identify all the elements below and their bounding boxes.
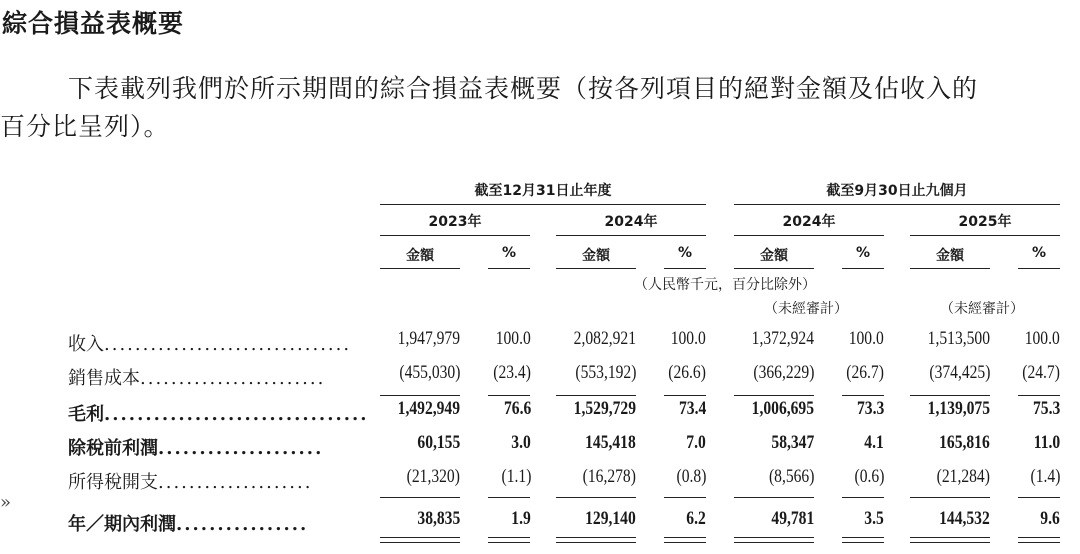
header-amount: 金額 [936, 248, 964, 264]
cell-percent: 3.0 [511, 432, 531, 453]
cell-percent: 1.9 [511, 508, 531, 529]
intro-paragraph [0, 70, 1080, 146]
row-label-text: 除稅前利潤 [68, 438, 158, 459]
rule-sub [910, 268, 990, 269]
unaudited-note-2024: （未經審計） [764, 301, 848, 317]
rule-9m-period [734, 204, 1060, 205]
cell-amount: 144,532 [939, 508, 990, 529]
cell-percent: (1.4) [1030, 466, 1060, 487]
cell-percent: (0.6) [854, 466, 884, 487]
cell-percent: 73.3 [856, 398, 884, 419]
cell-amount: 1,372,924 [751, 328, 814, 349]
header-amount: 金額 [582, 248, 610, 264]
rule-9m-2024 [734, 235, 884, 236]
cell-percent: 76.6 [503, 398, 531, 419]
header-pct: % [855, 245, 871, 261]
double-underline [488, 537, 530, 543]
cell-amount: 129,140 [585, 508, 636, 529]
row-label [68, 468, 312, 494]
intro-line-2: 百分比呈列）。 [0, 112, 170, 141]
cell-percent: 7.0 [686, 432, 706, 453]
header-9m-2025: 2025年 [958, 214, 1012, 230]
cell-amount: (16,278) [582, 466, 636, 487]
cell-amount: 1,492,949 [397, 398, 460, 419]
leader-dots: ................ [176, 514, 309, 535]
rule-9m-2025 [910, 235, 1060, 236]
sep-line [910, 395, 990, 396]
sep-line [380, 395, 460, 396]
cell-percent: 100.0 [848, 328, 884, 349]
sep-line [1018, 395, 1060, 396]
cell-amount: (21,320) [406, 466, 460, 487]
double-underline [842, 537, 884, 543]
cell-percent: 73.4 [678, 398, 706, 419]
rule-year-2023 [380, 235, 530, 236]
unit-note: （人民幣千元，百分比除外） [634, 277, 816, 293]
cell-percent: 4.1 [864, 432, 884, 453]
cell-percent: 3.5 [864, 508, 884, 529]
leader-dots: ................................ [104, 404, 369, 425]
double-underline [910, 537, 990, 543]
cell-percent: 100.0 [495, 328, 531, 349]
cell-amount: 60,155 [417, 432, 460, 453]
cell-amount: 1,006,695 [751, 398, 814, 419]
sep-line [664, 395, 706, 396]
sep-line [488, 497, 530, 498]
header-pct: % [1031, 245, 1047, 261]
header-year-2023: 2023年 [428, 214, 482, 230]
rule-sub [1018, 268, 1060, 269]
row-label [68, 400, 369, 426]
row-label [68, 364, 325, 390]
sep-line [380, 497, 460, 498]
cell-amount: (553,192) [574, 362, 636, 383]
row-label-text: 銷售成本 [68, 368, 140, 389]
rule-sub [556, 268, 636, 269]
cell-percent: (1.1) [501, 466, 531, 487]
rule-year-2024 [556, 235, 706, 236]
cell-percent: 11.0 [1033, 432, 1060, 453]
header-pct: % [501, 245, 517, 261]
sep-line [664, 497, 706, 498]
cell-percent: (23.4) [493, 362, 531, 383]
double-underline [734, 537, 814, 543]
sep-line [842, 497, 884, 498]
row-label [68, 434, 323, 460]
cell-percent: 6.2 [686, 508, 706, 529]
row-label [68, 330, 351, 356]
rule-sub [664, 268, 706, 269]
cell-amount: (366,229) [752, 362, 814, 383]
row-label-text: 所得稅開支 [68, 472, 158, 493]
double-underline [556, 537, 636, 543]
cell-percent: (26.7) [846, 362, 884, 383]
unaudited-note-2025: （未經審計） [940, 301, 1024, 317]
cell-percent: (24.7) [1022, 362, 1060, 383]
cell-percent: 100.0 [670, 328, 706, 349]
cell-amount: 145,418 [585, 432, 636, 453]
cell-amount: 1,529,729 [573, 398, 636, 419]
intro-line-1: 下表載列我們於所示期間的綜合損益表概要（按各列項目的絕對金額及佔收入的 [68, 74, 979, 103]
cell-amount: (8,566) [768, 466, 814, 487]
header-pct: % [677, 245, 693, 261]
cell-amount: 165,816 [939, 432, 990, 453]
side-marker: » [0, 492, 12, 513]
cell-percent: 75.3 [1032, 398, 1060, 419]
header-9m-period: 截至9月30日止九個月 [826, 183, 968, 199]
section-title: 綜合損益表概要 [2, 9, 185, 38]
header-year-2024: 2024年 [604, 214, 658, 230]
cell-amount: (374,425) [928, 362, 990, 383]
sep-line [734, 497, 814, 498]
cell-percent: (26.6) [668, 362, 706, 383]
leader-dots: .................... [158, 472, 313, 493]
header-amount: 金額 [406, 248, 434, 264]
header-9m-2024: 2024年 [782, 214, 836, 230]
row-label [68, 510, 308, 536]
cell-amount: 38,835 [417, 508, 460, 529]
double-underline [664, 537, 706, 543]
header-year-period: 截至12月31日止年度 [474, 183, 612, 199]
cell-percent: 9.6 [1040, 508, 1060, 529]
rule-year-period [380, 204, 706, 205]
cell-amount: 58,347 [771, 432, 814, 453]
cell-amount: (21,284) [936, 466, 990, 487]
rule-sub [734, 268, 814, 269]
sep-line [734, 395, 814, 396]
cell-amount: 1,139,075 [927, 398, 990, 419]
rule-sub [380, 268, 460, 269]
sep-line [556, 395, 636, 396]
rule-sub [488, 268, 530, 269]
row-label-text: 毛利 [68, 404, 104, 425]
sep-line [556, 497, 636, 498]
cell-amount: 1,947,979 [397, 328, 460, 349]
sep-line [1018, 497, 1060, 498]
double-underline [380, 537, 460, 543]
cell-amount: 49,781 [771, 508, 814, 529]
double-underline [1018, 537, 1060, 543]
header-amount: 金額 [760, 248, 788, 264]
leader-dots: ........................ [140, 368, 326, 389]
cell-percent: (0.8) [676, 466, 706, 487]
row-label-text: 年／期內利潤 [68, 514, 176, 535]
row-label-text: 收入 [68, 334, 104, 355]
rule-sub [842, 268, 884, 269]
sep-line [842, 395, 884, 396]
cell-amount: 1,513,500 [927, 328, 990, 349]
sep-line [910, 497, 990, 498]
sep-line [488, 395, 530, 396]
cell-amount: (455,030) [398, 362, 460, 383]
cell-percent: 100.0 [1024, 328, 1060, 349]
cell-amount: 2,082,921 [573, 328, 636, 349]
leader-dots: ................................ [104, 334, 352, 355]
leader-dots: .................... [158, 438, 324, 459]
